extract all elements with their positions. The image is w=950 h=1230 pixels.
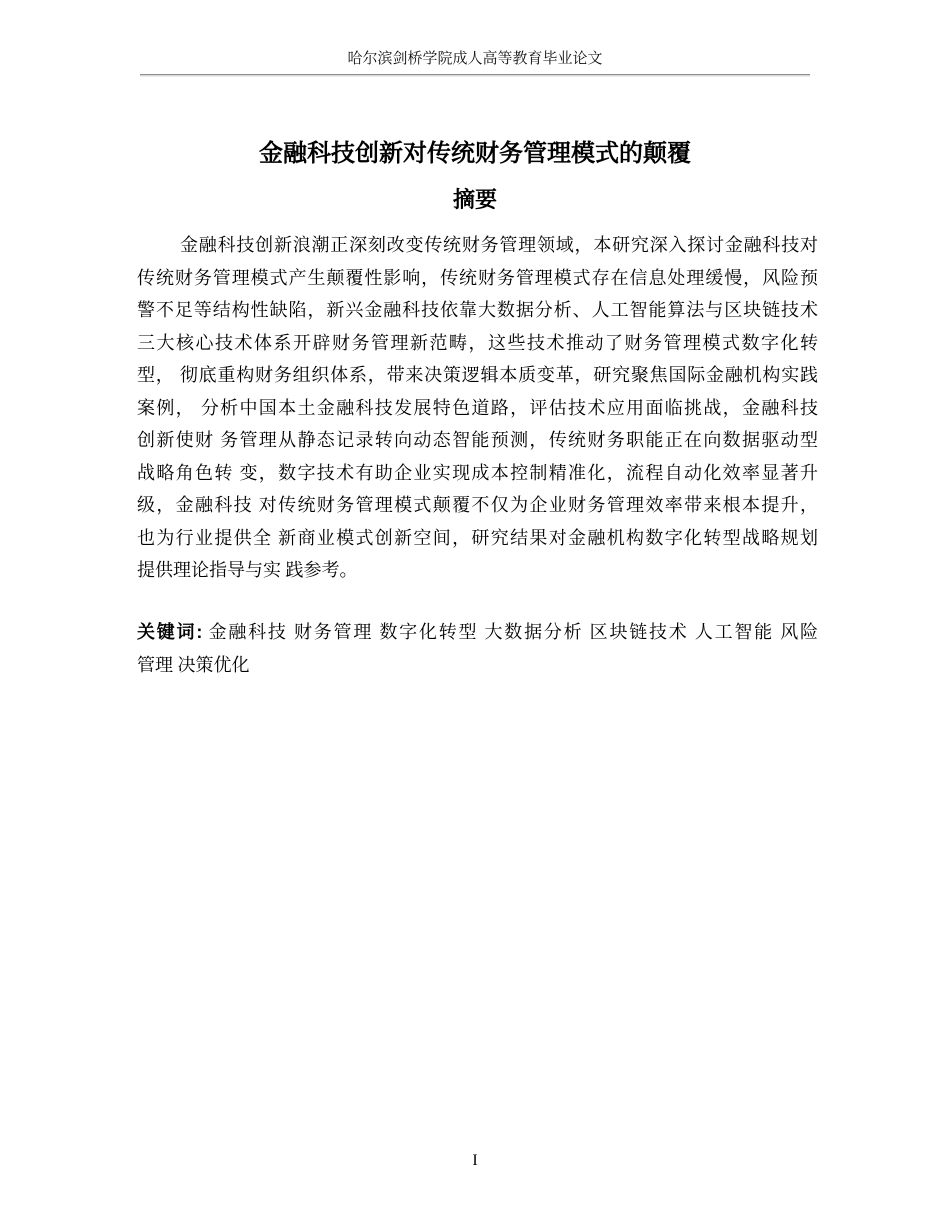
abstract-line: 战略角色转 变，数字技术有助企业实现成本控制精准化，流程自动化效率显著升 [137,462,818,483]
keywords-section [137,616,818,681]
abstract-line: 型， 彻底重构财务组织体系，带来决策逻辑本质变革，研究聚焦国际金融机构实践 [137,365,818,385]
keywords-text: 金融科技 财务管理 数字化转型 大数据分析 区块链技术 人工智能 风险 [202,622,818,642]
keywords-label: 关键词: [137,622,203,642]
abstract-line: 传统财务管理模式产生颠覆性影响，传统财务管理模式存在信息处理缓慢，风险预 [137,267,818,288]
abstract-line: 创新使财 务管理从静态记录转向动态智能预测，传统财务职能正在向数据驱动型 [137,430,818,450]
header-rule [140,74,810,77]
abstract-line: 也为行业提供全 新商业模式创新空间，研究结果对金融机构数字化转型战略规划 [137,527,818,548]
abstract-line: 警不足等结构性缺陷，新兴金融科技依靠大数据分析、人工智能算法与区块链技术 [137,300,818,320]
page-title: 金融科技创新对传统财务管理模式的颠覆 [259,140,691,167]
page-header: 哈尔滨剑桥学院成人高等教育毕业论文 [347,51,603,67]
abstract-paragraph [137,229,818,587]
abstract-line: 案例， 分析中国本土金融科技发展特色道路，评估技术应用面临挑战，金融科技 [137,397,818,418]
keywords-line [137,616,818,649]
abstract-line: 三大核心技术体系开辟财务管理新范畴，这些技术推动了财务管理模式数字化转 [137,332,818,353]
abstract-line: 级，金融科技 对传统财务管理模式颠覆不仅为企业财务管理效率带来根本提升， [137,495,818,515]
keywords-line: 管理 决策优化 [137,654,250,675]
page-number: I [472,1152,478,1169]
abstract-line: 提供理论指导与实 践参考。 [137,560,358,580]
abstract-line: 金融科技创新浪潮正深刻改变传统财务管理领域，本研究深入探讨金融科技对 [180,235,818,255]
abstract-heading: 摘要 [452,187,497,212]
